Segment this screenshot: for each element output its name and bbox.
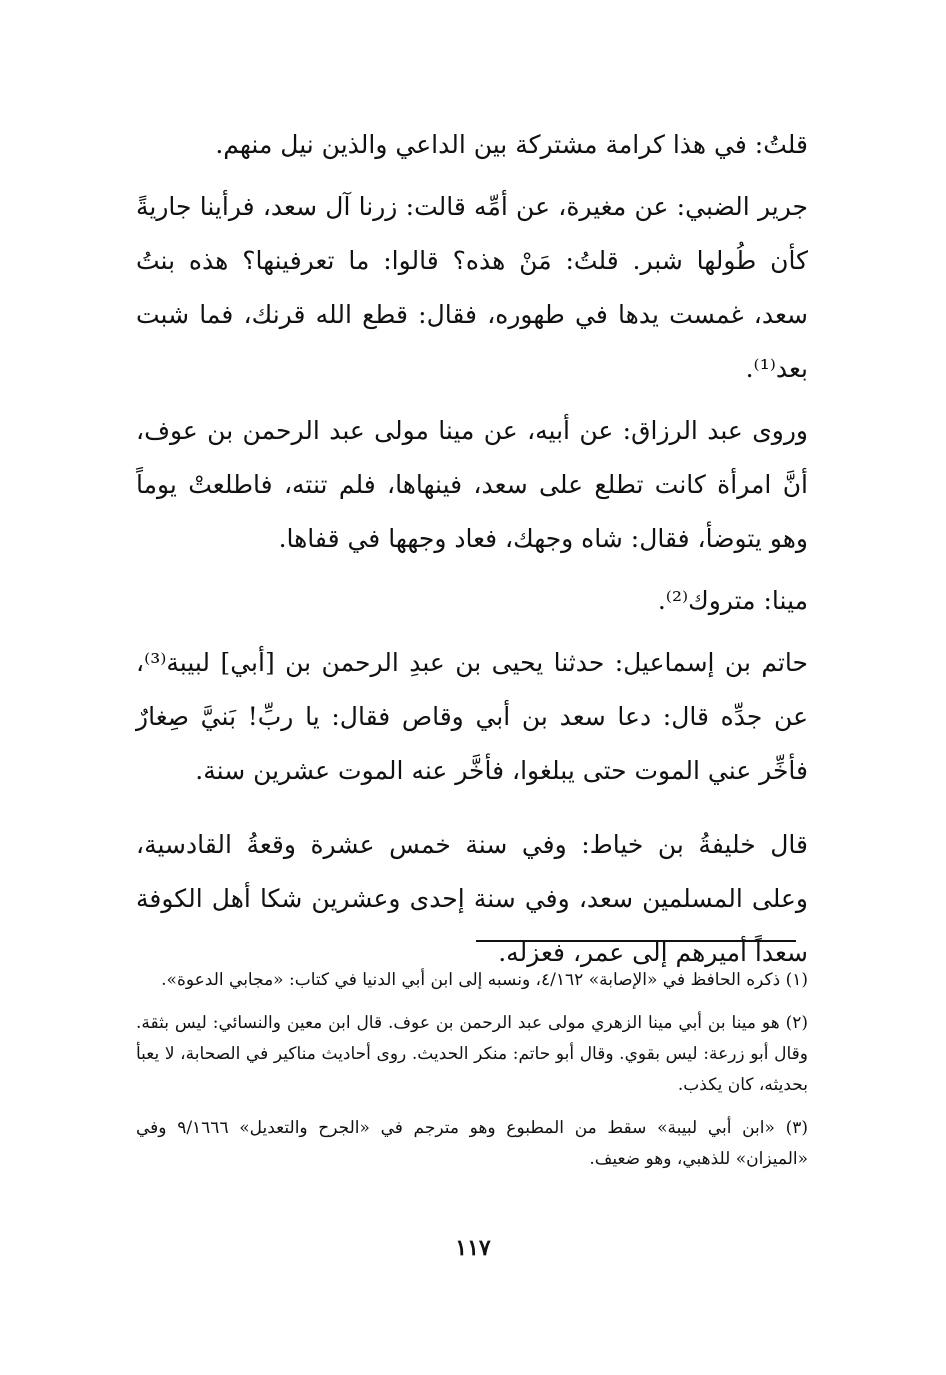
paragraph-3: وروى عبد الرزاق: عن أبيه، عن مينا مولى عبد الرحمن بن عوف، أنَّ امرأة كانت تطلع على سعد، فينهاها، فلم تنته، فاطلعتْ يوماً وهو يتوضأ، فقال: شاه وجهك، فعاد وجهها في قفاها. (136, 416, 808, 553)
footnote-3: (٣) «ابن أبي لبيبة» سقط من المطبوع وهو مترجم في «الجرح والتعديل» ٩/١٦٦٦ وفي «الميزان» للذهبي، وهو ضعيف. (136, 1118, 808, 1169)
footnotes (136, 965, 808, 1187)
main-text (136, 118, 808, 980)
paragraph-4: مينا: متروك⁽²⁾. (657, 586, 808, 615)
footnote-divider (476, 940, 796, 942)
paragraph-5: حاتم بن إسماعيل: حدثنا يحيى بن عبدِ الرحمن بن [أبي] لبيبة⁽³⁾، عن جدِّه قال: دعا سعد بن أبي وقاص فقال: يا ربِّ! بَنيَّ صِغارٌ فأخِّر عني الموت حتى يبلغوا، فأخَّر عنه الموت عشرين سنة. (136, 648, 808, 785)
paragraph-1: قلتُ: في هذا كرامة مشتركة بين الداعي والذين نيل منهم. (215, 130, 808, 159)
footnote-2: (٢) هو مينا بن أبي مينا الزهري مولى عبد الرحمن بن عوف. قال ابن معين والنسائي: ليس بثقة. وقال أبو زرعة: ليس بقوي. وقال أبو حاتم: منكر الحديث. روى أحاديث مناكير في الصحابة، لا يعبأ بحديثه، كان يكذب. (136, 1013, 808, 1095)
page-number: ١١٧ (455, 1235, 491, 1261)
paragraph-2: جرير الضبي: عن مغيرة، عن أمِّه قالت: زرنا آل سعد، فرأينا جاريةً كأن طُولها شبر. قلتُ: مَنْ هذه؟ قالوا: ما تعرفينها؟ هذه بنتُ سعد، غمست يدها في طهوره، فقال: قطع الله قرنك، فما شبت بعد⁽¹⁾. (136, 192, 808, 383)
footnote-1: (١) ذكره الحافظ في «الإصابة» ٤/١٦٢، ونسبه إلى ابن أبي الدنيا في كتاب: «مجابي الدعوة». (161, 970, 808, 990)
paragraph-6: قال خليفةُ بن خياط: وفي سنة خمس عشرة وقعةُ القادسية، وعلى المسلمين سعد، وفي سنة إحدى وعشرين شكا أهل الكوفة سعداً أميرهم إلى عمر، فعزله. (136, 830, 808, 967)
